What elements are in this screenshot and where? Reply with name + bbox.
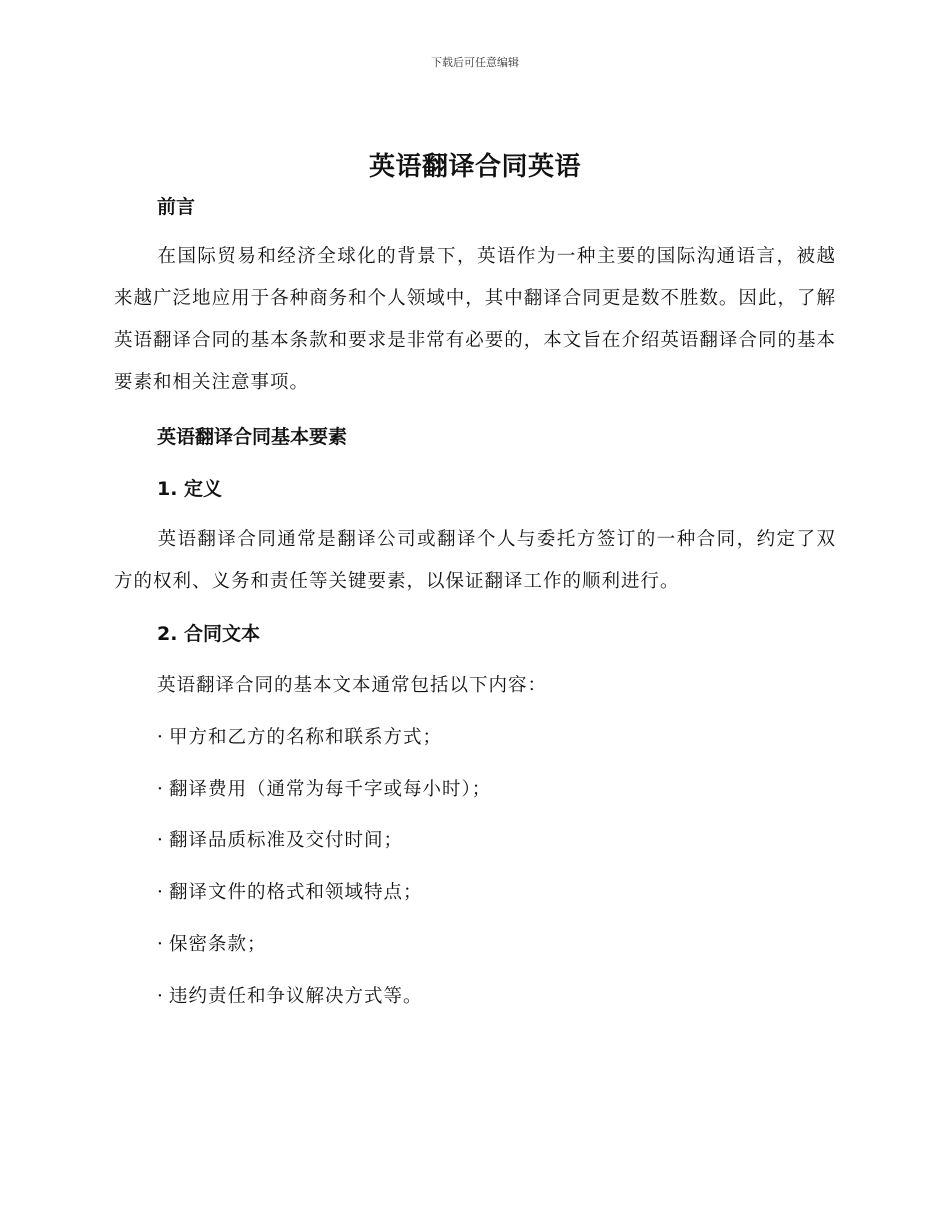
document-title: 英语翻译合同英语 (368, 152, 581, 182)
preface-paragraph: 在国际贸易和经济全球化的背景下，英语作为一种主要的国际沟通语言，被越来越广泛地应用于各种商务和个人领域中，其中翻译合同更是数不胜数。因此，了解英语翻译合同的基本条款和要求是非常有必要的，本文旨在介绍英语翻译合同的基本要素和相关注意事项。 (114, 246, 836, 393)
contract-text-heading: 2. 合同文本 (157, 623, 261, 645)
definition-paragraph: 英语翻译合同通常是翻译公司或翻译个人与委托方签订的一种合同，约定了双方的权利、义务和责任等关键要素，以保证翻译工作的顺利进行。 (114, 529, 836, 592)
header-note: 下载后可任意编辑 (431, 56, 519, 69)
list-item-text: 翻译费用（通常为每千字或每小时）； (169, 779, 492, 800)
list-item-text: 违约责任和争议解决方式等。 (169, 986, 423, 1007)
bullet-mark: · (157, 882, 164, 903)
bullet-mark: · (157, 934, 164, 955)
list-item (157, 829, 403, 853)
bullet-mark: · (157, 779, 164, 800)
list-item (157, 985, 423, 1009)
bullet-mark: · (157, 986, 164, 1007)
list-item (157, 778, 491, 802)
preface-heading: 前言 (157, 196, 196, 218)
basic-elements-heading: 英语翻译合同基本要素 (157, 426, 348, 448)
list-item (157, 933, 267, 957)
list-item-text: 保密条款； (169, 934, 267, 955)
list-item-text: 翻译品质标准及交付时间； (169, 830, 404, 851)
bullet-mark: · (157, 727, 164, 748)
list-item-text: 翻译文件的格式和领域特点； (169, 882, 423, 903)
definition-heading: 1. 定义 (157, 478, 223, 500)
bullet-mark: · (157, 830, 164, 851)
list-item-text: 甲方和乙方的名称和联系方式； (169, 727, 443, 748)
list-item (157, 881, 423, 905)
contract-text-intro: 英语翻译合同的基本文本通常包括以下内容： (157, 675, 548, 696)
list-item (157, 726, 442, 750)
